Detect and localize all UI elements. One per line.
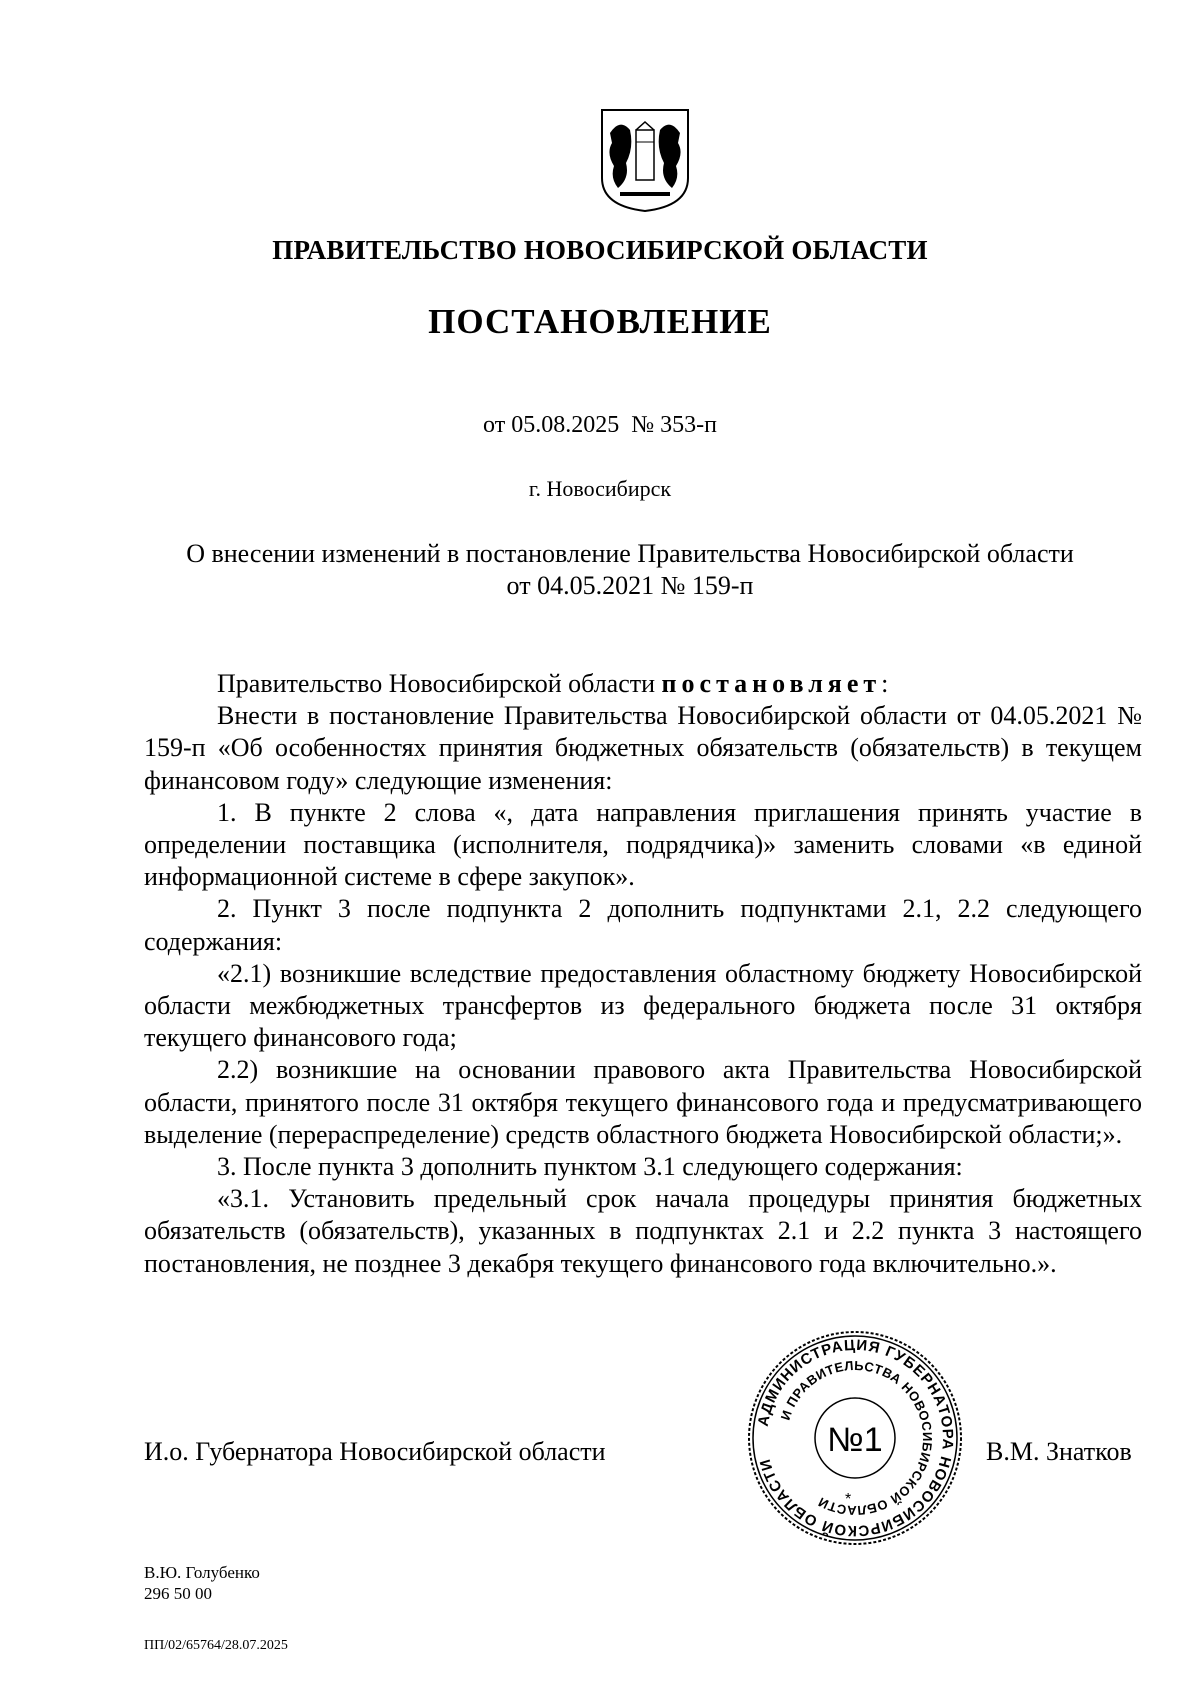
document-body xyxy=(144,668,1142,1280)
resolution-keyword: постановляет xyxy=(661,669,882,698)
body-paragraph: 2.2) возникшие на основании правового акта Правительства Новосибирской области, принятого после 31 октября текущего финансового года и предусматривающего выделение (перераспределение) средств областного бюджета Новосибирской области;». xyxy=(144,1055,1142,1149)
official-seal xyxy=(745,1328,965,1548)
body-paragraph: 2. Пункт 3 после подпункта 2 дополнить подпунктами 2.1, 2.2 следующего содержания: xyxy=(144,894,1142,956)
registration-number: ПП/02/65764/28.07.2025 xyxy=(144,1638,288,1653)
organization-title: ПРАВИТЕЛЬСТВО НОВОСИБИРСКОЙ ОБЛАСТИ xyxy=(272,235,928,265)
subject-line-1: О внесении изменений в постановление Правительства Новосибирской области xyxy=(186,539,1074,568)
body-paragraph: Внести в постановление Правительства Новосибирской области от 04.05.2021 № 159-п «Об особенностях принятия бюджетных обязательств (обязательств) в текущем финансовом году» следующие изменения: xyxy=(144,701,1142,795)
body-paragraph: «3.1. Установить предельный срок начала процедуры принятия бюджетных обязательств (обязательств), указанных в подпунктах 2.1 и 2.2 пункта 3 настоящего постановления, не позднее 3 декабря текущего финансового года включительно.». xyxy=(144,1184,1142,1278)
body-paragraph: «2.1) возникшие вследствие предоставления областному бюджету Новосибирской области межбюджетных трансфертов из федерального бюджета после 31 октября текущего финансового года; xyxy=(144,958,1142,1053)
body-paragraph-intro: Правительство Новосибирской области постановляет: xyxy=(217,669,889,698)
document-subject xyxy=(140,538,1120,602)
executor-name: В.Ю. Голубенко xyxy=(144,1563,260,1582)
seal-number: №1 xyxy=(827,1421,883,1459)
svg-text:АДМИНИСТРАЦИЯ ГУБЕРНАТОРА НОВО: АДМИНИСТРАЦИЯ ГУБЕРНАТОРА НОВОСИБИРСКОЙ ОБЛАСТИ xyxy=(754,1336,957,1540)
coat-of-arms-icon xyxy=(600,108,690,213)
body-paragraph: 3. После пункта 3 дополнить пунктом 3.1 следующего содержания: xyxy=(217,1152,963,1182)
body-paragraph: 1. В пункте 2 слова «, дата направления приглашения принять участие в определении поставщика (исполнителя, подрядчика)» заменить словами «в единой информационной системе в сфере закупок». xyxy=(144,797,1142,892)
seal-star: * xyxy=(845,1491,852,1508)
signatory-position: И.о. Губернатора Новосибирской области xyxy=(144,1437,606,1466)
subject-line-2: от 04.05.2021 № 159-п xyxy=(506,571,754,600)
document-type: ПОСТАНОВЛЕНИЕ xyxy=(428,302,772,341)
executor-phone: 296 50 00 xyxy=(144,1584,212,1603)
document-city: г. Новосибирск xyxy=(528,476,672,501)
signatory-name: В.М. Знатков xyxy=(986,1437,1132,1466)
document-date-number: от 05.08.2025 № 353-п xyxy=(483,412,717,438)
executor-info xyxy=(144,1562,260,1604)
svg-text:И ПРАВИТЕЛЬСТВА НОВОСИБИРСКОЙ: И ПРАВИТЕЛЬСТВА НОВОСИБИРСКОЙ ОБЛАСТИ xyxy=(777,1357,936,1519)
